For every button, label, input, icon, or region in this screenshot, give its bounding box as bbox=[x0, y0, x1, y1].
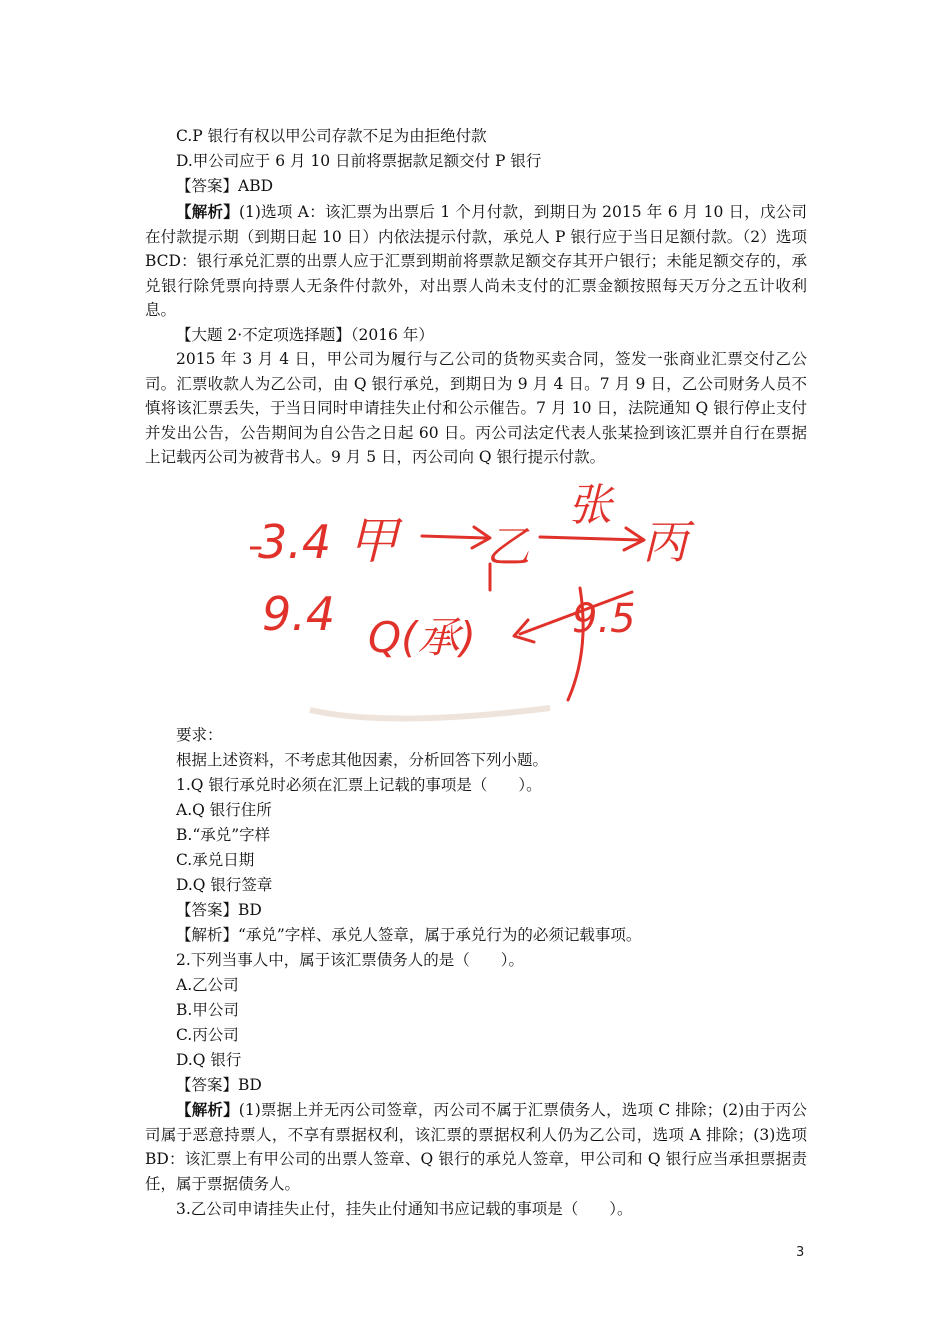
requirements-instruction: 根据上述资料，不考虑其他因素，分析回答下列小题。 bbox=[176, 751, 549, 769]
q1-option-c: C.承兑日期 bbox=[176, 851, 255, 869]
q2-answer: 【答案】BD bbox=[176, 1076, 262, 1094]
q2-option-a: A.乙公司 bbox=[176, 976, 239, 994]
sketch-zhang: 张 bbox=[568, 480, 612, 531]
sketch-date-present: 9.5 bbox=[572, 596, 636, 642]
sketch-yi: 乙 bbox=[486, 522, 530, 573]
q1-option-b: B.“承兑”字样 bbox=[176, 826, 271, 844]
option-c: C.P 银行有权以甲公司存款不足为由拒绝付款 bbox=[176, 127, 487, 145]
q1-analysis: 【解析】“承兑”字样、承兑人签章，属于承兑行为的必须记载事项。 bbox=[176, 926, 642, 944]
handwritten-sketch bbox=[250, 470, 700, 725]
q1-question: 1.Q 银行承兑时必须在汇票上记载的事项是（ ）。 bbox=[176, 776, 542, 794]
sketch-date-start: 3.4 bbox=[258, 515, 332, 569]
q2-analysis-tag: 【解析】 bbox=[176, 1100, 239, 1119]
faint-watermark-mark bbox=[310, 708, 550, 719]
analysis-top bbox=[145, 200, 807, 323]
q2-option-d: D.Q 银行 bbox=[176, 1051, 242, 1069]
page-number: 3 bbox=[796, 1245, 805, 1260]
q3-question: 3.乙公司申请挂失止付，挂失止付通知书应记载的事项是（ ）。 bbox=[176, 1200, 633, 1218]
q2-question: 2.下列当事人中，属于该汇票债务人的是（ ）。 bbox=[176, 951, 525, 969]
sketch-jia: 甲 bbox=[348, 512, 398, 570]
case-body bbox=[145, 347, 807, 470]
q1-option-d: D.Q 银行签章 bbox=[176, 876, 273, 894]
arrow-yi-bing bbox=[540, 537, 640, 540]
arrow-jia-yi bbox=[422, 536, 486, 538]
option-d: D.甲公司应于 6 月 10 日前将票据款足额交付 P 银行 bbox=[176, 152, 542, 170]
sketch-date-due: 9.4 bbox=[262, 587, 336, 641]
q2-analysis-text: (1)票据上并无丙公司签章，丙公司不属于汇票债务人，选项 C 排除；(2)由于丙公司属于恶意持票人，不享有票据权利，该汇票的票据权利人仍为乙公司，选项 A 排除；(3)选项 BD：该汇票上有甲公司的出票人签章、Q 银行的承兑人签章，甲公司和 Q 银行应当承担票据责任，属于票据债务人。 bbox=[145, 1101, 807, 1193]
q1-option-a: A.Q 银行住所 bbox=[176, 801, 272, 819]
case-heading: 【大题 2·不定项选择题】（2016 年） bbox=[176, 326, 434, 344]
q2-analysis bbox=[145, 1098, 807, 1196]
q1-answer: 【答案】BD bbox=[176, 901, 262, 919]
requirements-label: 要求： bbox=[176, 726, 223, 744]
answer-top: 【答案】ABD bbox=[176, 177, 274, 195]
q2-option-c: C.丙公司 bbox=[176, 1026, 239, 1044]
q2-option-b: B.甲公司 bbox=[176, 1001, 239, 1019]
case-text: 2015 年 3 月 4 日，甲公司为履行与乙公司的货物买卖合同，签发一张商业汇票交付乙公司。汇票收款人为乙公司，由 Q 银行承兑，到期日为 9 月 4 日。7 月 9 日，乙公司财务人员不慎将该汇票丢失，于当日同时申请挂失止付和公示催告。7 月 10 日，法院通知 Q 银行停止支付并发出公告，公告期间为自公告之日起 60 日。丙公司法定代表人张某捡到该汇票并自行在票据上记载丙公司为被背书人。9 月 5 日，丙公司向 Q 银行提示付款。 bbox=[145, 350, 807, 467]
sketch-bing: 丙 bbox=[642, 515, 688, 569]
sketch-q-acceptor: Q(承) bbox=[368, 613, 476, 662]
analysis-tag: 【解析】 bbox=[176, 202, 239, 221]
analysis-text: (1)选项 A：该汇票为出票后 1 个月付款，到期日为 2015 年 6 月 10 日，戊公司在付款提示期（到期日起 10 日）内依法提示付款，承兑人 P 银行应于当日足额付款。（2）选项 BCD：银行承兑汇票的出票人应于汇票到期前将票款足额交存其开户银行；未能足额交存的，承兑银行除凭票向持票人无条件付款外，对出票人尚未支付的汇票金额按照每天万分之五计收利息。 bbox=[145, 203, 807, 320]
